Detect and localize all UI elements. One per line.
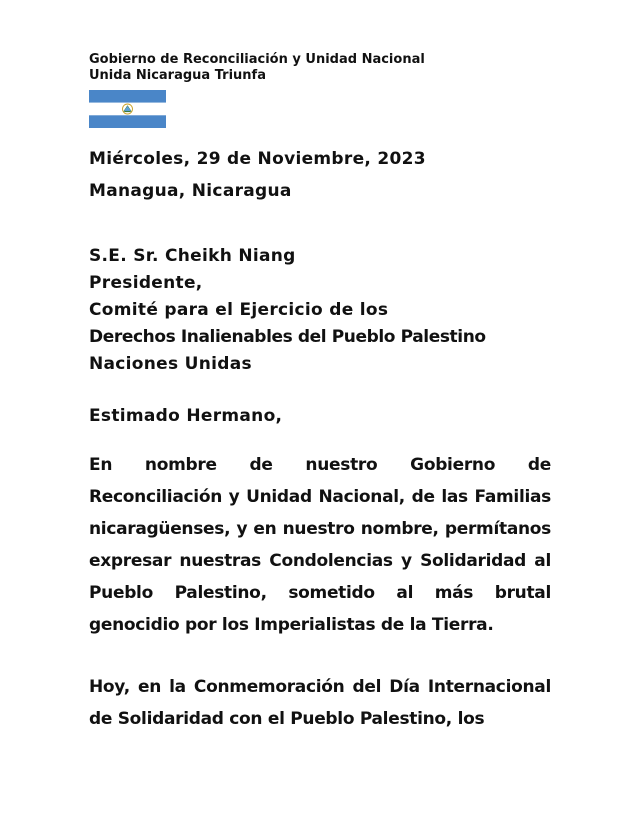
body-paragraph-2: Hoy, en la Conmemoración del Día Internacional de Solidaridad con el Pueblo Palestino, los	[89, 677, 551, 729]
recipient-block	[89, 243, 551, 378]
place-line: Managua, Nicaragua	[89, 181, 292, 201]
greeting: Estimado Hermano,	[89, 406, 283, 426]
date-block	[89, 143, 551, 207]
date-line: Miércoles, 29 de Noviembre, 2023	[89, 149, 426, 169]
recipient-organization: Naciones Unidas	[89, 354, 252, 374]
flag-top-stripe	[89, 90, 166, 103]
government-name: Gobierno de Reconciliación y Unidad Nacional	[89, 52, 425, 67]
recipient-title: Presidente,	[89, 273, 203, 293]
flag-bottom-stripe	[89, 115, 166, 128]
recipient-name: S.E. Sr. Cheikh Niang	[89, 246, 296, 266]
recipient-committee-line1: Comité para el Ejercicio de los	[89, 300, 389, 320]
letter-page	[89, 52, 551, 735]
body-paragraph-1: En nombre de nuestro Gobierno de Reconciliación y Unidad Nacional, de las Familias nicaragüenses, y en nuestro nombre, permítanos expresar nuestras Condolencias y Solidaridad al Pueblo Palestino, sometido al más brutal genocidio por los Imperialistas de la Tierra.	[89, 455, 551, 635]
government-slogan: Unida Nicaragua Triunfa	[89, 68, 266, 83]
recipient-committee-line2: Derechos Inalienables del Pueblo Palestino	[89, 327, 486, 347]
nicaragua-flag-icon	[89, 90, 166, 128]
